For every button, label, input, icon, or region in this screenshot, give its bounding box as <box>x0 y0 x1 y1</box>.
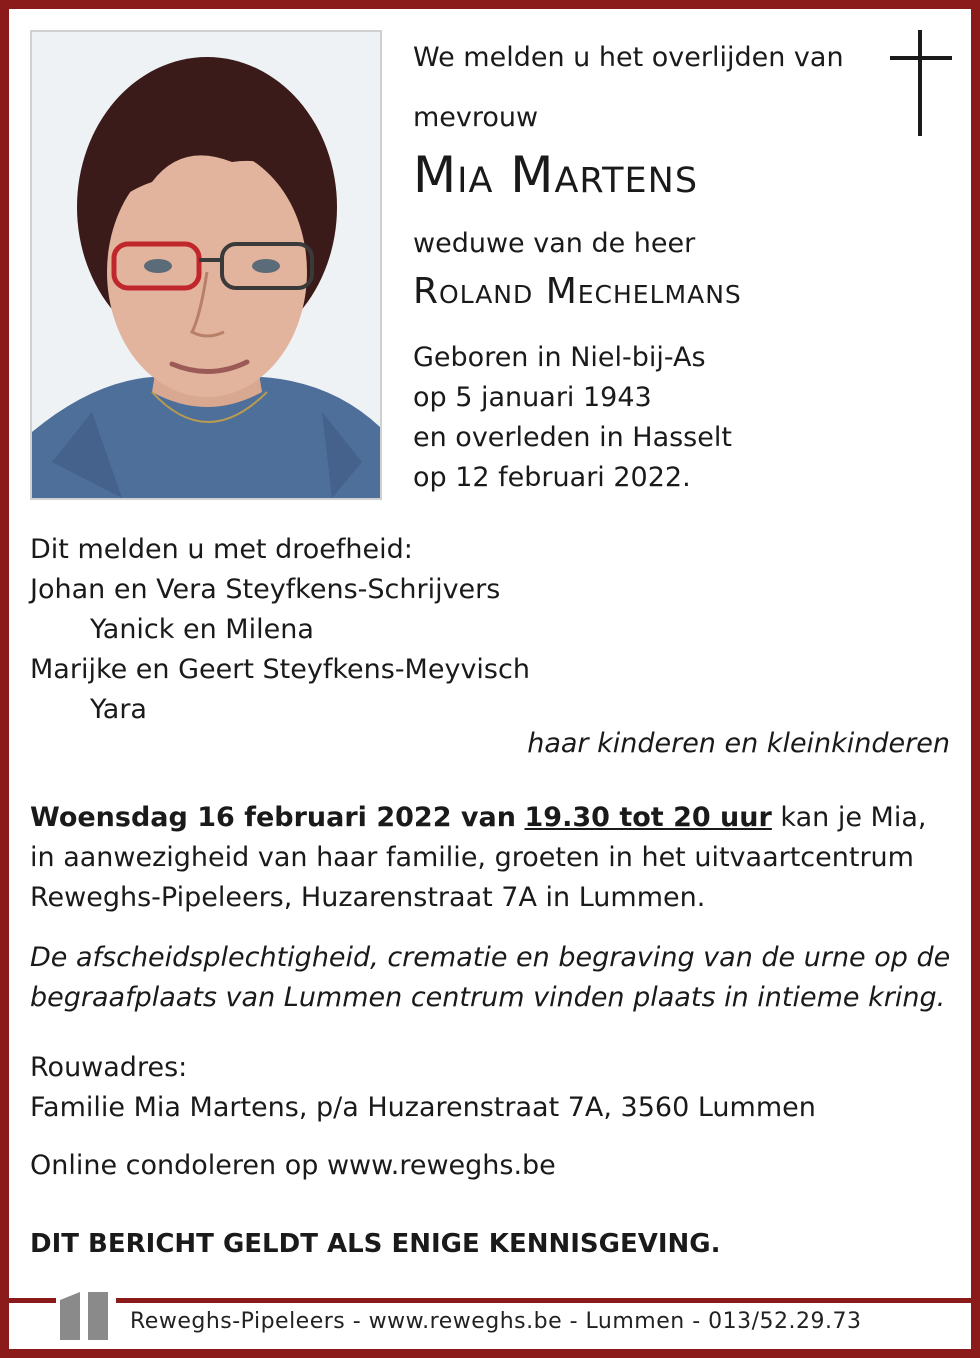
spouse-name: Roland Mechelmans <box>413 271 742 312</box>
announcement-intro: We melden u het overlijden van <box>413 42 844 73</box>
ceremony-line-1: De afscheidsplechtigheid, crematie en begraving van de urne op de <box>30 942 951 973</box>
address-label: Rouwadres: <box>30 1052 188 1083</box>
family-list <box>30 530 530 730</box>
deceased-title: mevrouw <box>413 102 539 133</box>
deceased-name: Mia Martens <box>413 146 699 204</box>
spouse-prefix: weduwe van de heer <box>413 228 696 259</box>
footer-divider <box>9 1298 971 1303</box>
life-details <box>413 338 732 498</box>
wake-line-2: in aanwezigheid van haar familie, groeten in het uitvaartcentrum <box>30 842 914 873</box>
wake-time: 19.30 tot 20 uur <box>524 802 772 833</box>
address-value: Familie Mia Martens, p/a Huzarenstraat 7A, 3560 Lummen <box>30 1092 816 1123</box>
death-place: en overleden in Hasselt <box>413 422 732 453</box>
portrait-photo <box>30 30 382 500</box>
birth-date: op 5 januari 1943 <box>413 382 652 413</box>
family-relation: haar kinderen en kleinkinderen <box>527 728 950 759</box>
wake-line-3: Reweghs-Pipeleers, Huzarenstraat 7A in Lummen. <box>30 882 706 913</box>
footer-contact: Reweghs-Pipeleers - www.reweghs.be - Lummen - 013/52.29.73 <box>130 1309 862 1334</box>
wake-date: Woensdag 16 februari 2022 van <box>30 802 516 833</box>
family-member: Johan en Vera Steyfkens-Schrijvers <box>30 574 501 605</box>
family-member: Marijke en Geert Steyfkens-Meyvisch <box>30 654 530 685</box>
birth-place: Geboren in Niel-bij-As <box>413 342 706 373</box>
wake-info <box>30 798 926 918</box>
death-date: op 12 februari 2022. <box>413 462 691 493</box>
funeral-home-logo <box>56 1290 116 1342</box>
mourning-address <box>30 1048 816 1128</box>
family-member: Yara <box>90 694 147 725</box>
online-condolences: Online condoleren op www.reweghs.be <box>30 1150 556 1181</box>
official-notice: DIT BERICHT GELDT ALS ENIGE KENNISGEVING. <box>30 1229 721 1259</box>
ceremony-line-2: begraafplaats van Lummen centrum vinden plaats in intieme kring. <box>30 982 946 1013</box>
family-member: Yanick en Milena <box>90 614 314 645</box>
wake-rest: kan je Mia, <box>780 802 927 833</box>
ceremony-info <box>30 938 950 1018</box>
family-intro: Dit melden u met droefheid: <box>30 534 413 565</box>
cross-icon <box>890 30 952 136</box>
